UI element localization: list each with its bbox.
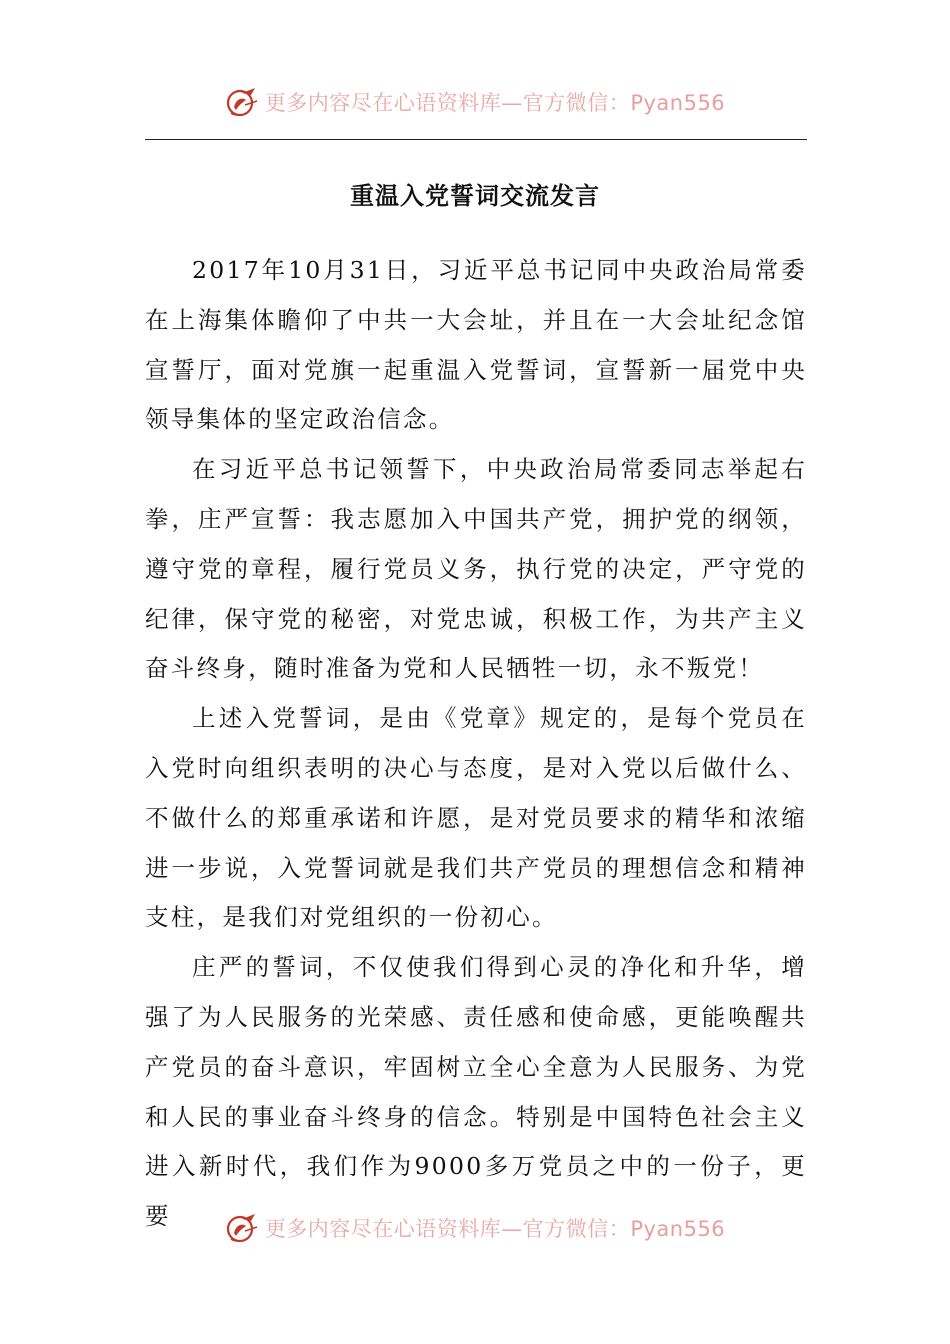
pen-heart-logo-icon — [225, 1211, 259, 1245]
paragraph: 2017年10月31日，习近平总书记同中央政治局常委在上海集体瞻仰了中共一大会址，并且在一大会址纪念馆宣誓厅，面对党旗一起重温入党誓词，宣誓新一届党中央领导集体的坚定政治信念。 — [145, 256, 807, 434]
footer-banner — [0, 1208, 950, 1248]
header-divider — [145, 139, 807, 140]
document-body — [145, 246, 807, 1242]
header-banner-text — [265, 87, 725, 117]
pen-heart-logo-icon — [225, 85, 259, 119]
footer-banner-label: 更多内容尽在心语资料库—官方微信： — [264, 1217, 631, 1241]
paragraph: 在习近平总书记领誓下，中央政治局常委同志举起右拳，庄严宣誓：我志愿加入中国共产党，拥护党的纲领，遵守党的章程，履行党员义务，执行党的决定，严守党的纪律，保守党的秘密，对党忠诚，积极工作，为共产主义奋斗终身，随时准备为党和人民牺牲一切，永不叛党！ — [145, 455, 807, 683]
footer-wechat-id: Pyan556 — [630, 1217, 726, 1241]
header-banner-label: 更多内容尽在心语资料库—官方微信： — [264, 91, 631, 115]
paragraph: 上述入党誓词，是由《党章》规定的，是每个党员在入党时向组织表明的决心与态度，是对入党以后做什么、不做什么的郑重承诺和许愿，是对党员要求的精华和浓缩进一步说，入党誓词就是我们共产党员的理想信念和精神支柱，是我们对党组织的一份初心。 — [145, 704, 807, 932]
footer-banner-text — [265, 1213, 725, 1243]
header-banner — [0, 82, 950, 122]
paragraph: 庄严的誓词，不仅使我们得到心灵的净化和升华，增强了为人民服务的光荣感、责任感和使命感，更能唤醒共产党员的奋斗意识，牢固树立全心全意为人民服务、为党和人民的事业奋斗终身的信念。特别是中国特色社会主义进入新时代，我们作为9000多万党员之中的一份子，更要 — [145, 953, 807, 1231]
header-wechat-id: Pyan556 — [630, 91, 726, 115]
document-title: 重温入党誓词交流发言 — [350, 182, 600, 210]
